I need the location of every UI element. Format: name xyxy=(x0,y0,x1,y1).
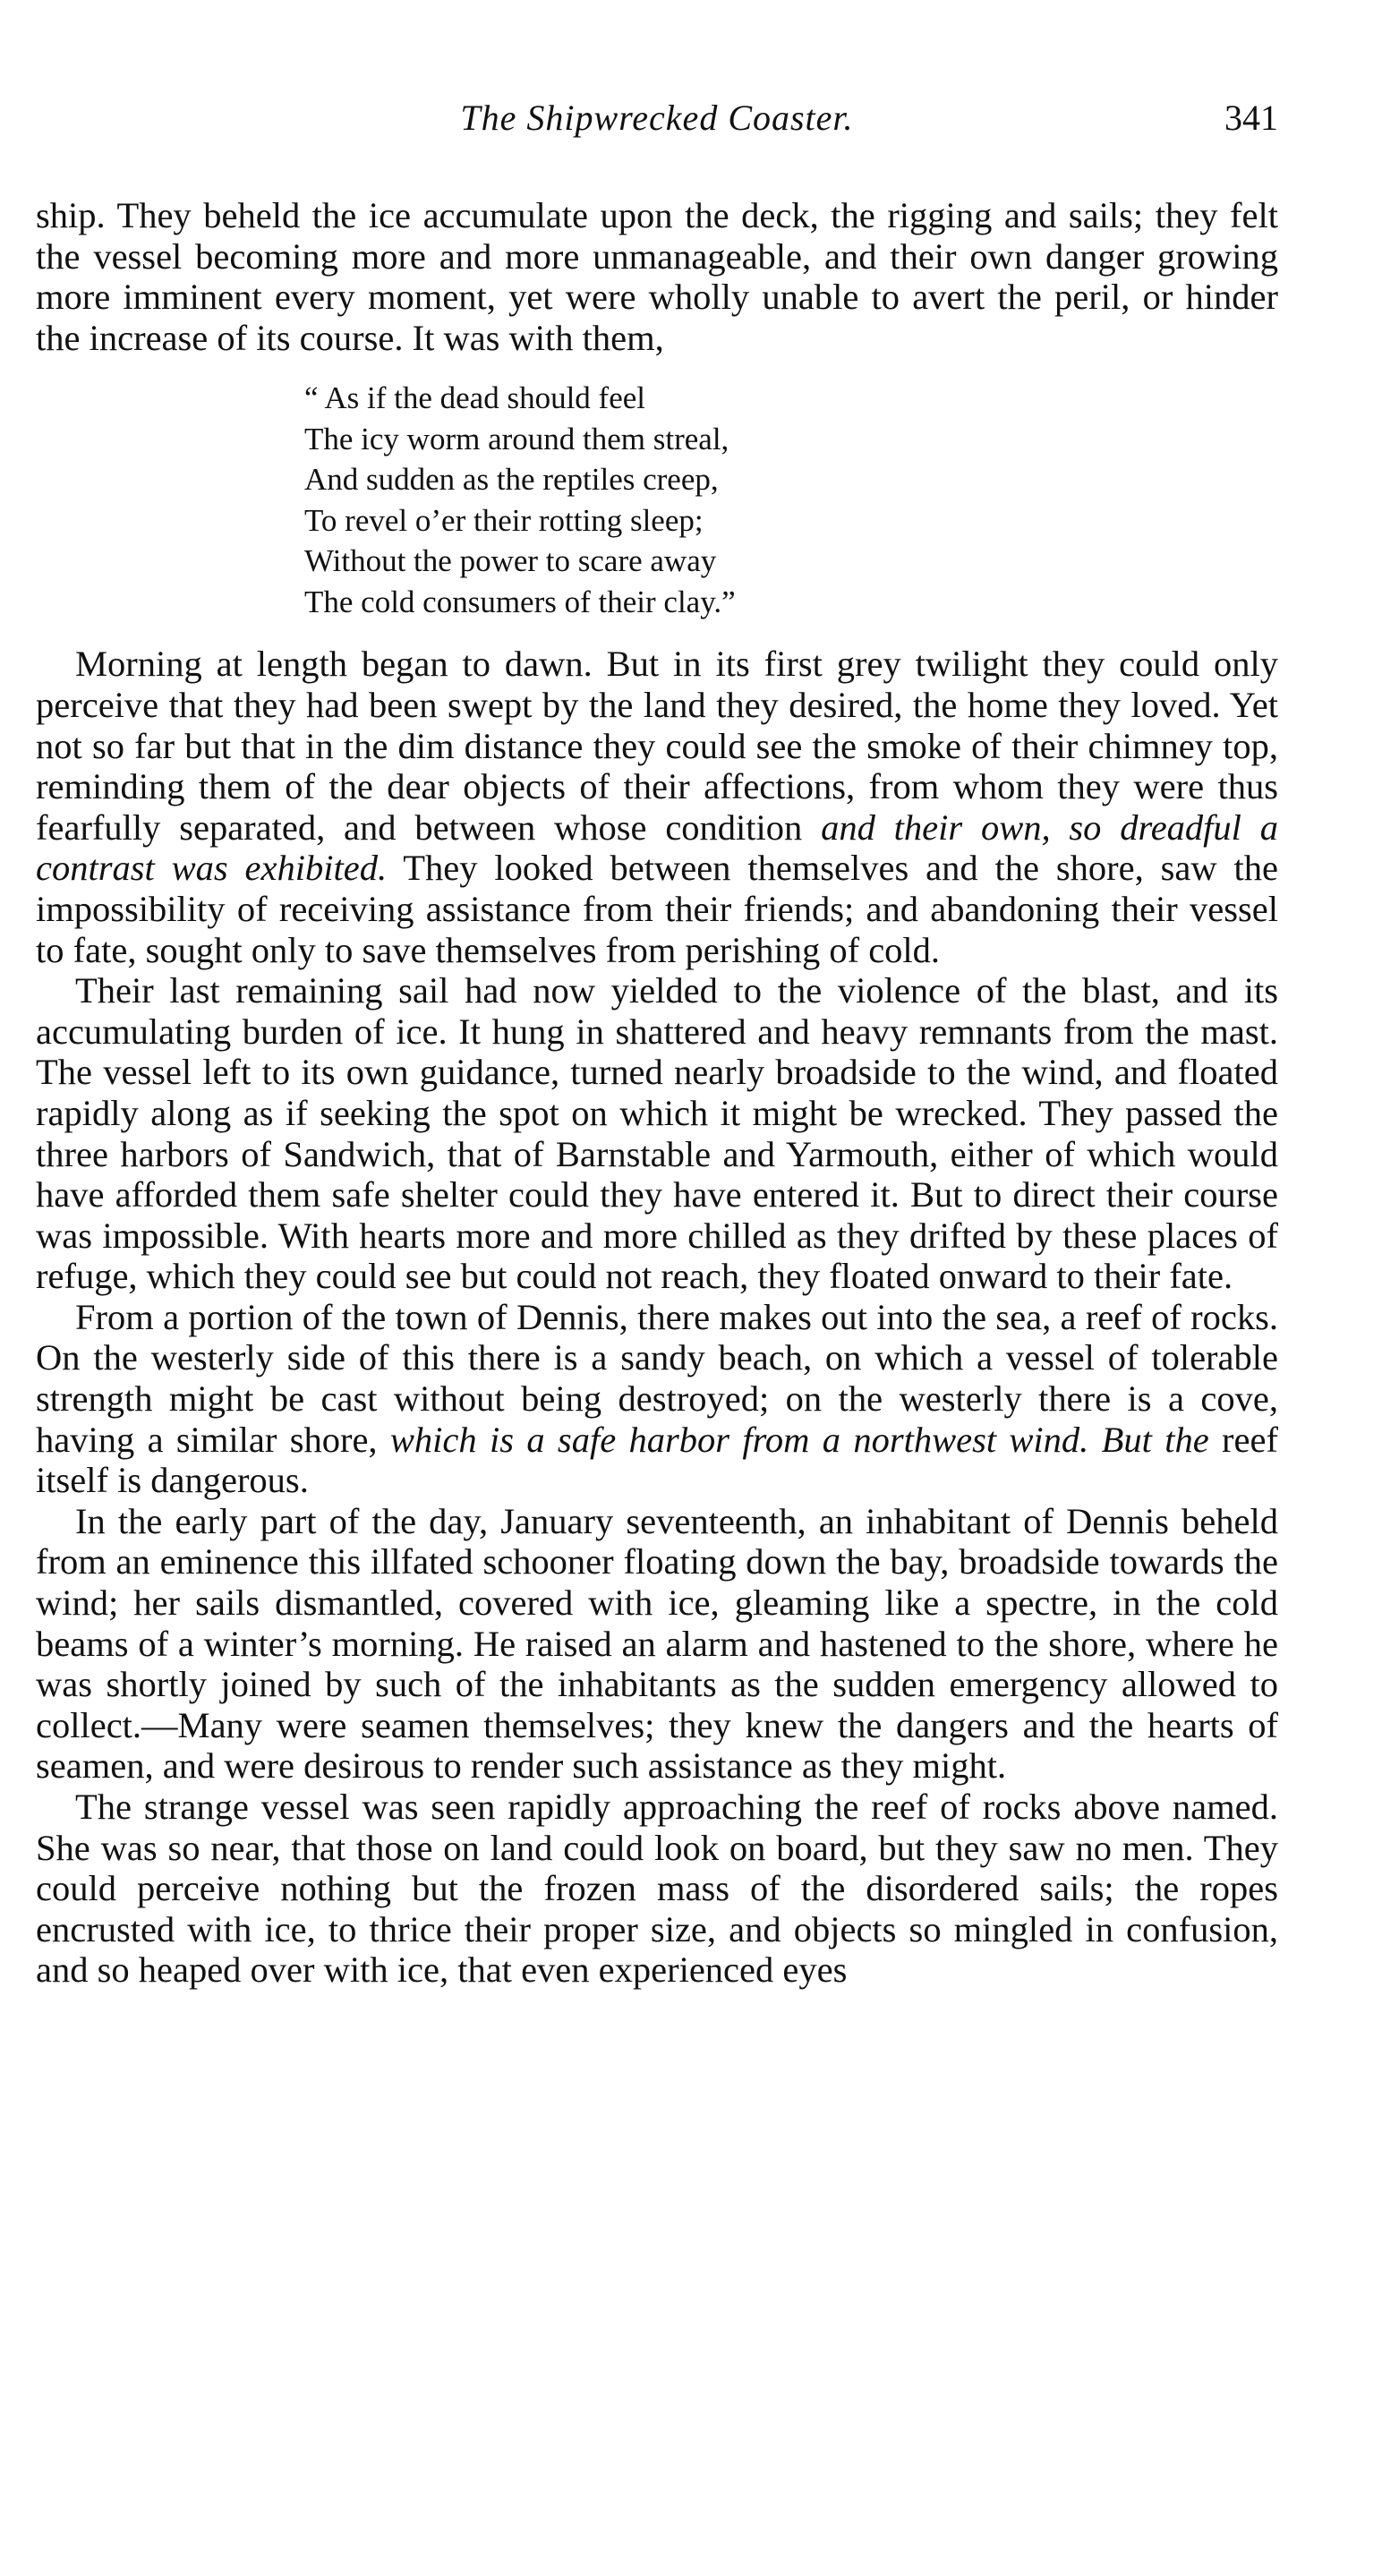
running-title: The Shipwrecked Coaster. xyxy=(460,98,854,138)
verse-line-6: The cold consumers of their clay.” xyxy=(304,584,736,619)
paragraph-4-text-b: reef itself is dangerous. xyxy=(36,1419,1278,1501)
running-head xyxy=(36,90,1278,152)
paragraph-2-italic: and their own, so dreadful a contrast was exhibited. xyxy=(36,806,1278,889)
verse-line-1: “ As if the dead should feel xyxy=(304,380,646,416)
verse-line-2: The icy worm around them streal, xyxy=(304,421,729,456)
paragraph-1: ship. They beheld the ice accumulate upon the deck, the rigging and sails; they felt the vessel becoming more and more unmanageable, and their own danger growing more imminent every moment, yet were wholly unable to avert the peril, or hinder the increase of its course. It was with them, xyxy=(36,195,1278,358)
verse-line-5: Without the power to scare away xyxy=(304,543,717,579)
paragraph-2 xyxy=(36,644,1278,970)
paragraph-2-text-a: Morning at length began to dawn. But in its first grey twilight they could only perceive that they had been swept by the land they desired, the home they loved. Yet not so far but that in the dim distance they could see the smoke of their chimney top, reminding them of the dear objects of their affections, from whom they were thus fearfully separated, and between whose condition xyxy=(36,644,1278,848)
page-number: 341 xyxy=(1224,98,1278,138)
book-page xyxy=(36,90,1278,1991)
paragraph-4-text-a: From a portion of the town of Dennis, there makes out into the sea, a reef of rocks. On the westerly side of this there is a sandy beach, on which a vessel of tolerable strength might be cast without being destroyed; on the westerly there is a cove, having a similar shore, xyxy=(36,1296,1278,1460)
paragraph-6: The strange vessel was seen rapidly approaching the reef of rocks above named. She was so near, that those on land could look on board, but they saw no men. They could perceive nothing but the frozen mass of the disordered sails; the ropes encrusted with ice, to thrice their proper size, and objects so mingled in confusion, and so heaped over with ice, that even experienced eyes xyxy=(36,1787,1278,1991)
verse-line-3: And sudden as the reptiles creep, xyxy=(304,462,719,498)
paragraph-4-italic: which is a safe harbor from a northwest wind. But the xyxy=(389,1419,1209,1460)
verse-line-4: To revel o’er their rotting sleep; xyxy=(304,502,704,538)
paragraph-3: Their last remaining sail had now yielded to the violence of the blast, and its accumulating burden of ice. It hung in shattered and heavy remnants from the mast. The vessel left to its own guidance, turned nearly broadside to the wind, and floated rapidly along as if seeking the spot on which it might be wrecked. They passed the three harbors of Sandwich, that of Barnstable and Yarmouth, either of which would have afforded them safe shelter could they have entered it. But to direct their course was impossible. With hearts more and more chilled as they drifted by these places of refuge, which they could see but could not reach, they floated onward to their fate. xyxy=(36,970,1278,1297)
verse-quotation xyxy=(304,378,1278,622)
paragraph-2-text-b: They looked between themselves and the shore, saw the impossibility of receiving assistance from their friends; and abandoning their vessel to fate, sought only to save themselves from perishing of cold. xyxy=(36,848,1278,970)
text-block xyxy=(36,195,1278,1991)
paragraph-5: In the early part of the day, January seventeenth, an inhabitant of Dennis beheld from an eminence this illfated schooner floating down the bay, broadside towards the wind; her sails dismantled, covered with ice, gleaming like a spectre, in the cold beams of a winter’s morning. He raised an alarm and hastened to the shore, where he was shortly joined by such of the inhabitants as the sudden emergency allowed to collect.—Many were seamen themselves; they knew the dangers and the hearts of seamen, and were desirous to render such assistance as they might. xyxy=(36,1500,1278,1787)
paragraph-4 xyxy=(36,1297,1278,1501)
